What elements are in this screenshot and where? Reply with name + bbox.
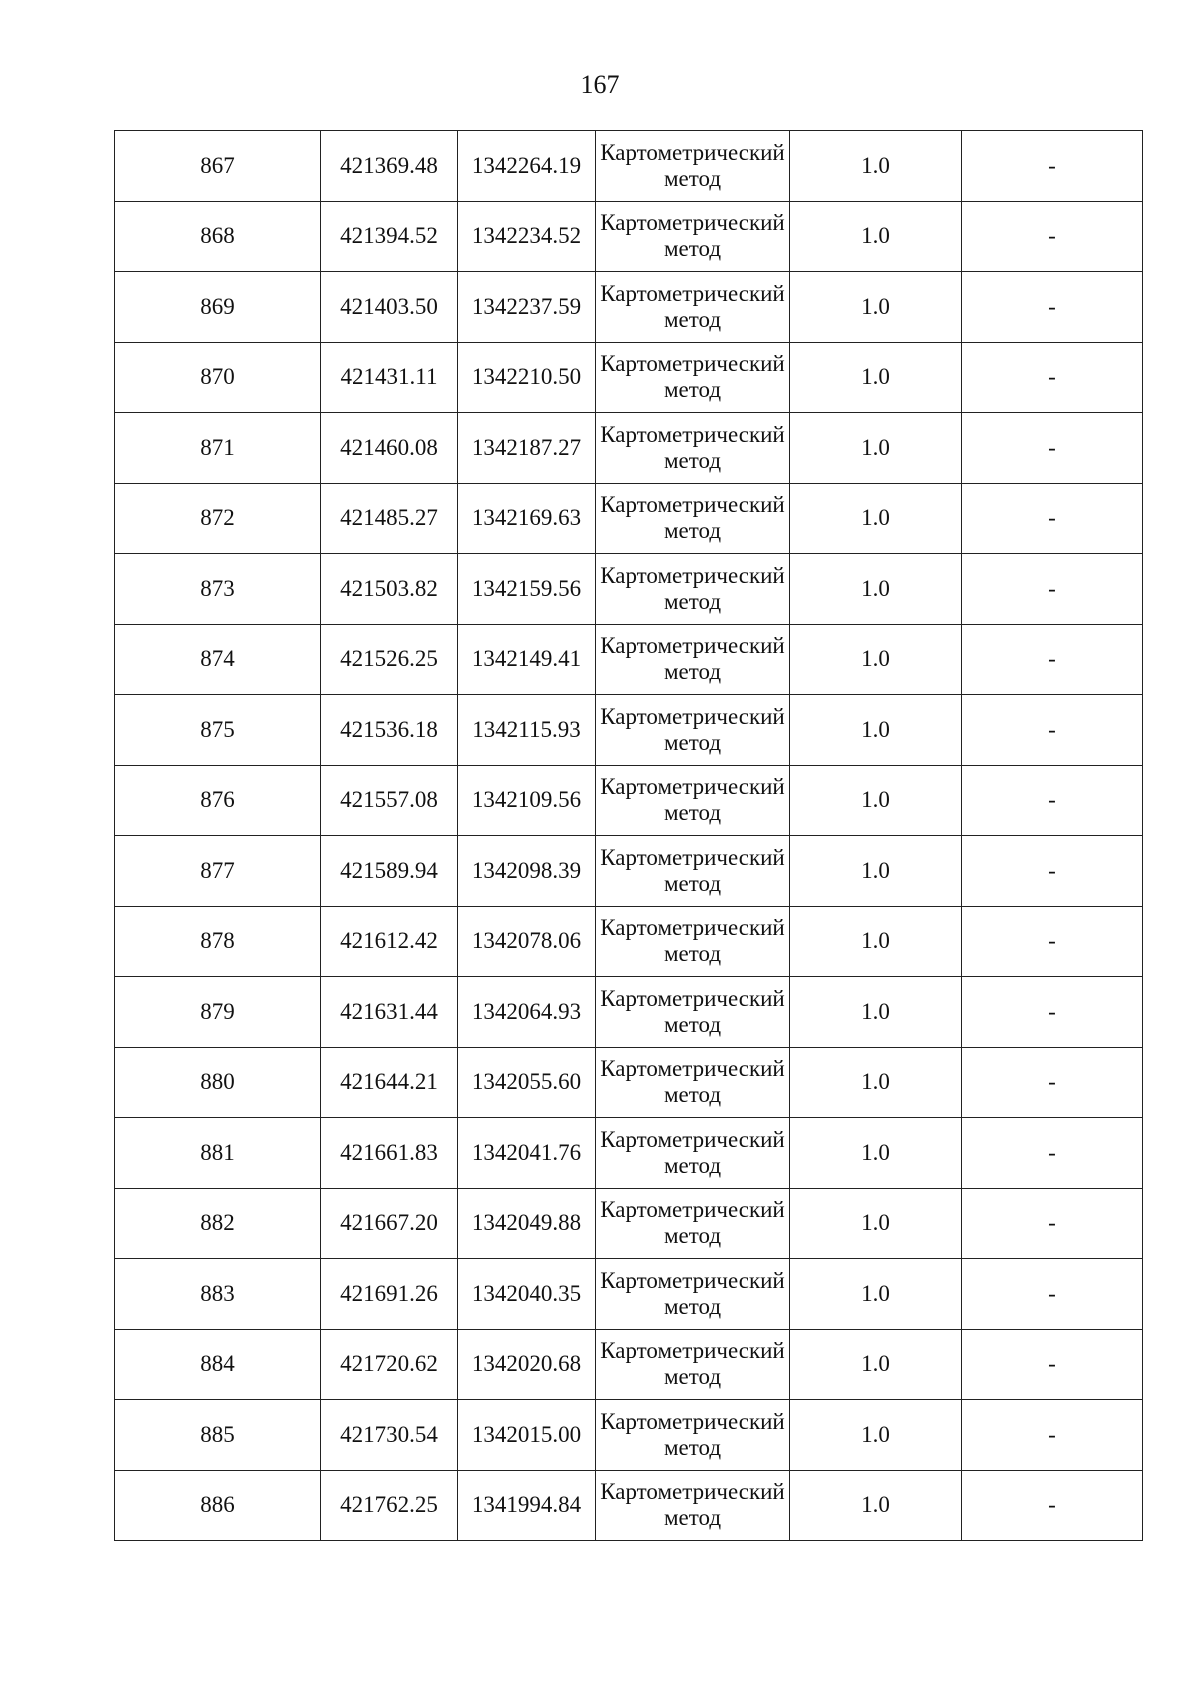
method-line-1: Картометрический xyxy=(600,139,785,165)
method-line-2: метод xyxy=(663,1223,722,1249)
note-cell: - xyxy=(962,977,1143,1048)
method-line-2: метод xyxy=(663,588,722,614)
accuracy-cell: 1.0 xyxy=(790,201,962,272)
accuracy-cell: 1.0 xyxy=(790,131,962,202)
method-line-2: метод xyxy=(663,165,722,191)
note-cell: - xyxy=(962,695,1143,766)
table-row xyxy=(115,1400,1143,1471)
table-row xyxy=(115,695,1143,766)
method-cell xyxy=(596,1329,790,1400)
note-cell: - xyxy=(962,554,1143,625)
method-line-2: метод xyxy=(663,1364,722,1390)
method-cell xyxy=(596,906,790,977)
method-line-2: метод xyxy=(663,1505,722,1531)
table-row xyxy=(115,1047,1143,1118)
method-line-2: метод xyxy=(663,306,722,332)
method-cell xyxy=(596,1470,790,1541)
point-number-cell: 879 xyxy=(115,977,321,1048)
accuracy-cell: 1.0 xyxy=(790,977,962,1048)
point-number-cell: 877 xyxy=(115,836,321,907)
table-row xyxy=(115,1470,1143,1541)
x-coordinate-cell: 421485.27 xyxy=(321,483,458,554)
x-coordinate-cell: 421403.50 xyxy=(321,272,458,343)
y-coordinate-cell: 1342149.41 xyxy=(458,624,596,695)
accuracy-cell: 1.0 xyxy=(790,906,962,977)
method-line-2: метод xyxy=(663,447,722,473)
point-number-cell: 880 xyxy=(115,1047,321,1118)
y-coordinate-cell: 1342115.93 xyxy=(458,695,596,766)
point-number-cell: 875 xyxy=(115,695,321,766)
table-row xyxy=(115,977,1143,1048)
method-cell xyxy=(596,1259,790,1330)
point-number-cell: 872 xyxy=(115,483,321,554)
y-coordinate-cell: 1342234.52 xyxy=(458,201,596,272)
method-line-1: Картометрический xyxy=(600,774,785,800)
table-row xyxy=(115,483,1143,554)
x-coordinate-cell: 421557.08 xyxy=(321,765,458,836)
x-coordinate-cell: 421730.54 xyxy=(321,1400,458,1471)
accuracy-cell: 1.0 xyxy=(790,624,962,695)
x-coordinate-cell: 421536.18 xyxy=(321,695,458,766)
note-cell: - xyxy=(962,272,1143,343)
x-coordinate-cell: 421526.25 xyxy=(321,624,458,695)
table-row xyxy=(115,201,1143,272)
y-coordinate-cell: 1342020.68 xyxy=(458,1329,596,1400)
method-line-2: метод xyxy=(663,659,722,685)
x-coordinate-cell: 421589.94 xyxy=(321,836,458,907)
method-cell xyxy=(596,342,790,413)
table-row xyxy=(115,342,1143,413)
method-line-2: метод xyxy=(663,1082,722,1108)
note-cell: - xyxy=(962,413,1143,484)
x-coordinate-cell: 421612.42 xyxy=(321,906,458,977)
method-line-1: Картометрический xyxy=(600,492,785,518)
method-line-1: Картометрический xyxy=(600,421,785,447)
method-line-2: метод xyxy=(663,1152,722,1178)
point-number-cell: 871 xyxy=(115,413,321,484)
x-coordinate-cell: 421369.48 xyxy=(321,131,458,202)
method-line-2: метод xyxy=(663,1293,722,1319)
y-coordinate-cell: 1342064.93 xyxy=(458,977,596,1048)
method-line-1: Картометрический xyxy=(600,562,785,588)
note-cell: - xyxy=(962,1400,1143,1471)
method-line-1: Картометрический xyxy=(600,1408,785,1434)
note-cell: - xyxy=(962,765,1143,836)
method-line-2: метод xyxy=(663,236,722,262)
method-line-1: Картометрический xyxy=(600,1126,785,1152)
y-coordinate-cell: 1342169.63 xyxy=(458,483,596,554)
accuracy-cell: 1.0 xyxy=(790,1329,962,1400)
y-coordinate-cell: 1342109.56 xyxy=(458,765,596,836)
method-line-1: Картометрический xyxy=(600,280,785,306)
x-coordinate-cell: 421661.83 xyxy=(321,1118,458,1189)
note-cell: - xyxy=(962,131,1143,202)
x-coordinate-cell: 421720.62 xyxy=(321,1329,458,1400)
method-cell xyxy=(596,977,790,1048)
method-line-2: метод xyxy=(663,377,722,403)
method-cell xyxy=(596,1047,790,1118)
method-cell xyxy=(596,624,790,695)
y-coordinate-cell: 1342049.88 xyxy=(458,1188,596,1259)
y-coordinate-cell: 1342159.56 xyxy=(458,554,596,625)
accuracy-cell: 1.0 xyxy=(790,1047,962,1118)
accuracy-cell: 1.0 xyxy=(790,765,962,836)
table-row xyxy=(115,1259,1143,1330)
accuracy-cell: 1.0 xyxy=(790,1118,962,1189)
accuracy-cell: 1.0 xyxy=(790,272,962,343)
x-coordinate-cell: 421394.52 xyxy=(321,201,458,272)
accuracy-cell: 1.0 xyxy=(790,836,962,907)
point-number-cell: 876 xyxy=(115,765,321,836)
method-line-1: Картометрический xyxy=(600,210,785,236)
method-cell xyxy=(596,483,790,554)
point-number-cell: 886 xyxy=(115,1470,321,1541)
table-row xyxy=(115,272,1143,343)
note-cell: - xyxy=(962,1047,1143,1118)
point-number-cell: 874 xyxy=(115,624,321,695)
method-line-1: Картометрический xyxy=(600,1056,785,1082)
method-line-2: метод xyxy=(663,1434,722,1460)
x-coordinate-cell: 421762.25 xyxy=(321,1470,458,1541)
table-row xyxy=(115,413,1143,484)
accuracy-cell: 1.0 xyxy=(790,554,962,625)
point-number-cell: 883 xyxy=(115,1259,321,1330)
point-number-cell: 869 xyxy=(115,272,321,343)
method-line-2: метод xyxy=(663,518,722,544)
note-cell: - xyxy=(962,201,1143,272)
y-coordinate-cell: 1342210.50 xyxy=(458,342,596,413)
accuracy-cell: 1.0 xyxy=(790,1188,962,1259)
point-number-cell: 868 xyxy=(115,201,321,272)
method-cell xyxy=(596,836,790,907)
table-row xyxy=(115,836,1143,907)
method-line-2: метод xyxy=(663,870,722,896)
method-cell xyxy=(596,1188,790,1259)
method-line-1: Картометрический xyxy=(600,1267,785,1293)
y-coordinate-cell: 1341994.84 xyxy=(458,1470,596,1541)
method-line-1: Картометрический xyxy=(600,1197,785,1223)
method-cell xyxy=(596,413,790,484)
note-cell: - xyxy=(962,1259,1143,1330)
method-cell xyxy=(596,1400,790,1471)
point-number-cell: 882 xyxy=(115,1188,321,1259)
y-coordinate-cell: 1342237.59 xyxy=(458,272,596,343)
method-line-1: Картометрический xyxy=(600,633,785,659)
method-cell xyxy=(596,765,790,836)
table-row xyxy=(115,1118,1143,1189)
note-cell: - xyxy=(962,483,1143,554)
table-row xyxy=(115,1329,1143,1400)
method-line-1: Картометрический xyxy=(600,351,785,377)
accuracy-cell: 1.0 xyxy=(790,413,962,484)
method-line-2: метод xyxy=(663,729,722,755)
method-line-1: Картометрический xyxy=(600,1338,785,1364)
method-line-1: Картометрический xyxy=(600,915,785,941)
method-line-1: Картометрический xyxy=(600,844,785,870)
accuracy-cell: 1.0 xyxy=(790,695,962,766)
point-number-cell: 870 xyxy=(115,342,321,413)
y-coordinate-cell: 1342041.76 xyxy=(458,1118,596,1189)
x-coordinate-cell: 421460.08 xyxy=(321,413,458,484)
note-cell: - xyxy=(962,1329,1143,1400)
note-cell: - xyxy=(962,624,1143,695)
y-coordinate-cell: 1342187.27 xyxy=(458,413,596,484)
coordinates-table xyxy=(114,130,1143,1541)
note-cell: - xyxy=(962,906,1143,977)
y-coordinate-cell: 1342040.35 xyxy=(458,1259,596,1330)
method-cell xyxy=(596,272,790,343)
x-coordinate-cell: 421631.44 xyxy=(321,977,458,1048)
point-number-cell: 873 xyxy=(115,554,321,625)
table-row xyxy=(115,906,1143,977)
x-coordinate-cell: 421691.26 xyxy=(321,1259,458,1330)
method-line-2: метод xyxy=(663,800,722,826)
point-number-cell: 878 xyxy=(115,906,321,977)
accuracy-cell: 1.0 xyxy=(790,342,962,413)
note-cell: - xyxy=(962,1470,1143,1541)
point-number-cell: 881 xyxy=(115,1118,321,1189)
method-cell xyxy=(596,695,790,766)
method-line-1: Картометрический xyxy=(600,703,785,729)
note-cell: - xyxy=(962,836,1143,907)
method-line-2: метод xyxy=(663,941,722,967)
note-cell: - xyxy=(962,1188,1143,1259)
method-line-1: Картометрический xyxy=(600,985,785,1011)
x-coordinate-cell: 421644.21 xyxy=(321,1047,458,1118)
y-coordinate-cell: 1342078.06 xyxy=(458,906,596,977)
method-cell xyxy=(596,1118,790,1189)
method-cell xyxy=(596,201,790,272)
x-coordinate-cell: 421503.82 xyxy=(321,554,458,625)
table-body xyxy=(115,131,1143,1541)
table-row xyxy=(115,765,1143,836)
y-coordinate-cell: 1342055.60 xyxy=(458,1047,596,1118)
method-cell xyxy=(596,131,790,202)
accuracy-cell: 1.0 xyxy=(790,1400,962,1471)
x-coordinate-cell: 421667.20 xyxy=(321,1188,458,1259)
table-row xyxy=(115,1188,1143,1259)
table-row xyxy=(115,624,1143,695)
table-row xyxy=(115,131,1143,202)
accuracy-cell: 1.0 xyxy=(790,483,962,554)
note-cell: - xyxy=(962,342,1143,413)
accuracy-cell: 1.0 xyxy=(790,1259,962,1330)
y-coordinate-cell: 1342015.00 xyxy=(458,1400,596,1471)
table-row xyxy=(115,554,1143,625)
point-number-cell: 867 xyxy=(115,131,321,202)
y-coordinate-cell: 1342098.39 xyxy=(458,836,596,907)
x-coordinate-cell: 421431.11 xyxy=(321,342,458,413)
page-number: 167 xyxy=(580,70,620,99)
accuracy-cell: 1.0 xyxy=(790,1470,962,1541)
point-number-cell: 885 xyxy=(115,1400,321,1471)
note-cell: - xyxy=(962,1118,1143,1189)
method-line-2: метод xyxy=(663,1011,722,1037)
method-cell xyxy=(596,554,790,625)
method-line-1: Картометрический xyxy=(600,1479,785,1505)
point-number-cell: 884 xyxy=(115,1329,321,1400)
y-coordinate-cell: 1342264.19 xyxy=(458,131,596,202)
